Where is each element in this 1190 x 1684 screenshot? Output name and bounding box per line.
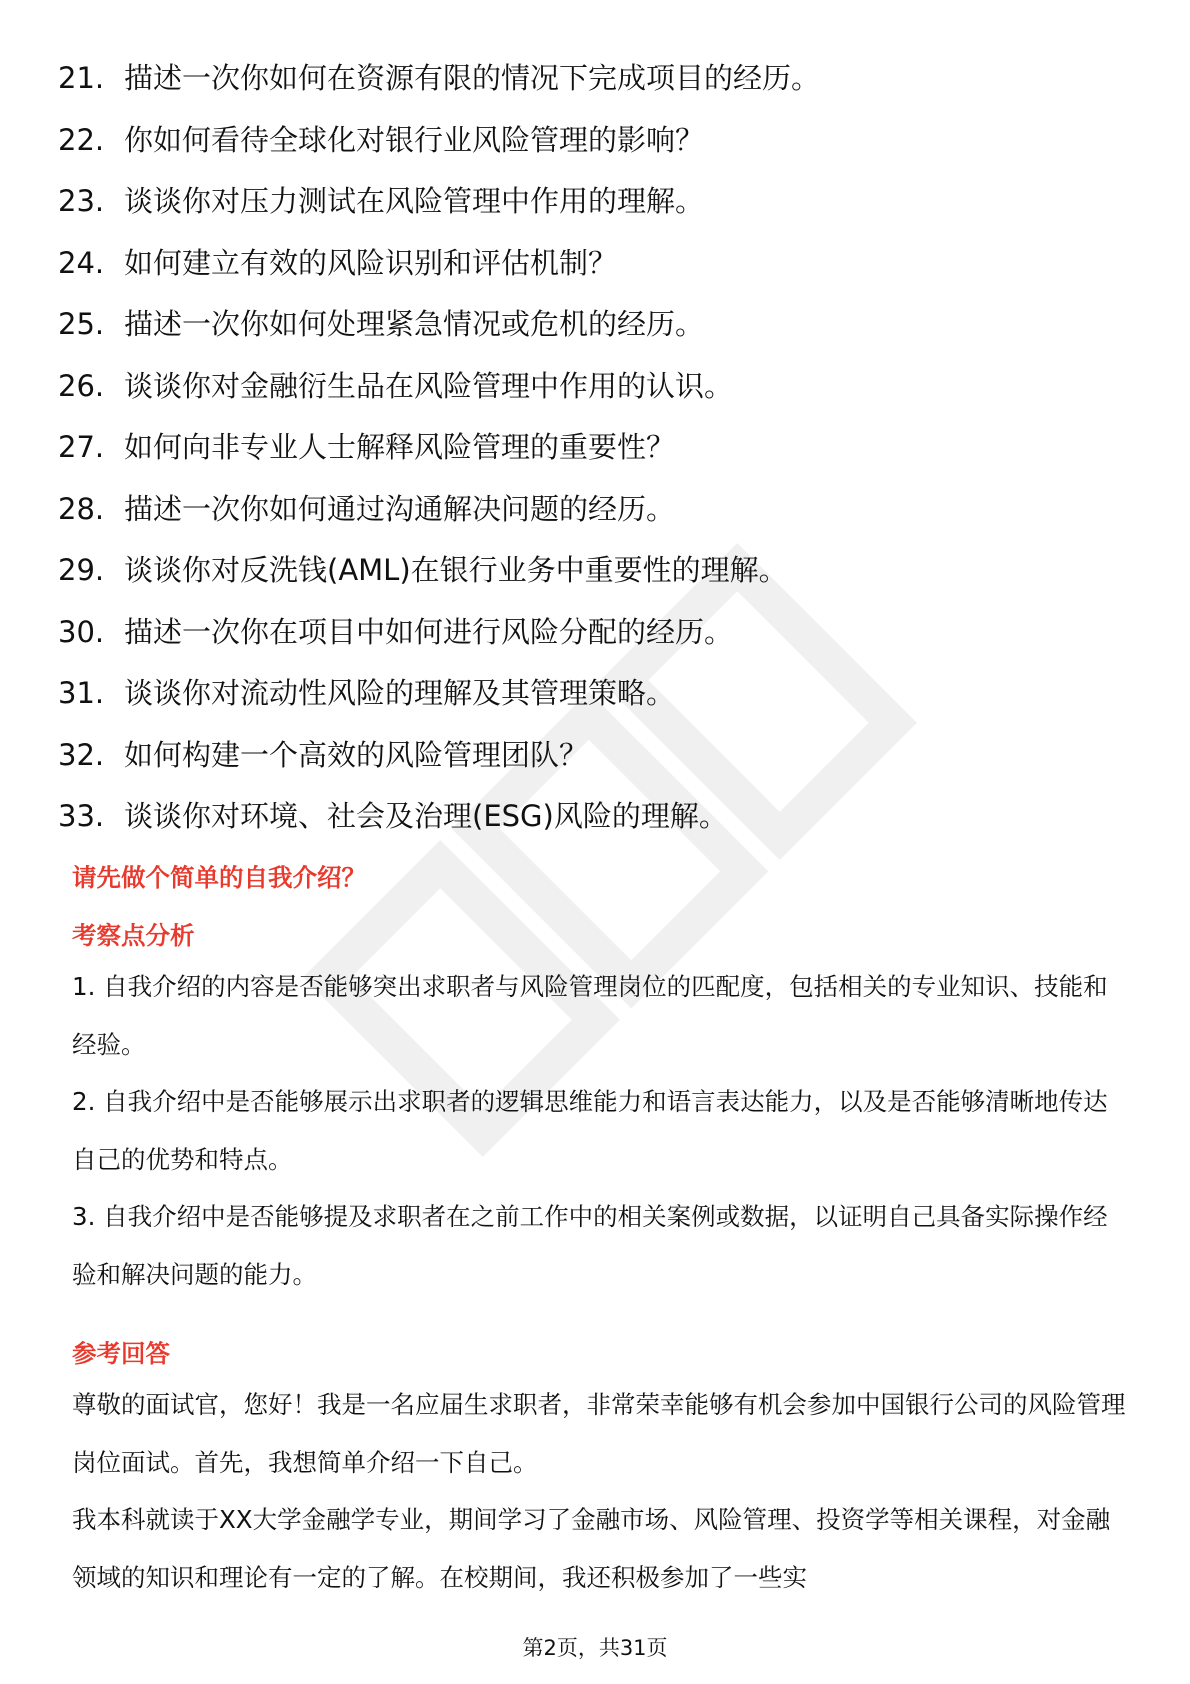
reference-section — [72, 1336, 1132, 1606]
question-text: 描述一次你如何在资源有限的情况下完成项目的经历。 — [124, 61, 821, 95]
question-text: 描述一次你如何通过沟通解决问题的经历。 — [124, 491, 676, 526]
section-title-block — [72, 860, 1132, 896]
question-number: 31. — [58, 676, 105, 710]
question-item — [58, 48, 1128, 110]
question-number: 32. — [58, 737, 105, 772]
analysis-heading: 考察点分析 — [72, 921, 195, 950]
question-item — [58, 294, 1128, 356]
question-text: 谈谈你对压力测试在风险管理中作用的理解。 — [124, 184, 705, 218]
question-number: 25. — [58, 307, 105, 341]
question-text: 描述一次你如何处理紧急情况或危机的经历。 — [124, 307, 705, 341]
question-item — [58, 417, 1128, 479]
question-item — [58, 171, 1128, 233]
question-item — [58, 725, 1128, 787]
question-item — [58, 110, 1128, 172]
question-number: 24. — [58, 245, 105, 280]
question-text: 谈谈你对环境、社会及治理(ESG)风险的理解。 — [124, 799, 728, 833]
analysis-point: 3. 自我介绍中是否能够提及求职者在之前工作中的相关案例或数据，以证明自己具备实际操作经验和解决问题的能力。 — [72, 1202, 1108, 1289]
question-item — [58, 786, 1128, 848]
question-item — [58, 540, 1128, 602]
section-title: 请先做个简单的自我介绍？ — [72, 863, 366, 892]
question-item — [58, 479, 1128, 541]
question-number: 27. — [58, 430, 105, 464]
question-list — [58, 48, 1128, 848]
question-text: 如何建立有效的风险识别和评估机制？ — [124, 245, 618, 280]
question-item — [58, 602, 1128, 664]
reference-paragraph: 尊敬的面试官，您好！我是一名应届生求职者，非常荣幸能够有机会参加中国银行公司的风险管理岗位面试。首先，我想简单介绍一下自己。 — [72, 1390, 1126, 1477]
question-text: 如何构建一个高效的风险管理团队？ — [124, 737, 589, 772]
question-number: 29. — [58, 553, 105, 587]
page-footer: 第2页，共31页 — [522, 1636, 668, 1660]
question-number: 26. — [58, 368, 105, 403]
question-item — [58, 663, 1128, 725]
analysis-point: 2. 自我介绍中是否能够展示出求职者的逻辑思维能力和语言表达能力，以及是否能够清晰地传达自己的优势和特点。 — [72, 1087, 1108, 1174]
question-text: 如何向非专业人士解释风险管理的重要性？ — [124, 430, 676, 464]
question-text: 谈谈你对反洗钱(AML)在银行业务中重要性的理解。 — [124, 553, 788, 587]
question-number: 33. — [58, 799, 105, 833]
question-item — [58, 356, 1128, 418]
question-number: 30. — [58, 614, 105, 649]
analysis-section — [72, 918, 1132, 1303]
question-number: 22. — [58, 122, 105, 157]
question-number: 23. — [58, 184, 105, 218]
question-text: 谈谈你对金融衍生品在风险管理中作用的认识。 — [124, 368, 734, 403]
question-text: 你如何看待全球化对银行业风险管理的影响？ — [124, 122, 705, 157]
reference-paragraph: 我本科就读于XX大学金融学专业，期间学习了金融市场、风险管理、投资学等相关课程，对金融领域的知识和理论有一定的了解。在校期间，我还积极参加了一些实 — [72, 1505, 1111, 1592]
question-item — [58, 233, 1128, 295]
question-text: 描述一次你在项目中如何进行风险分配的经历。 — [124, 614, 734, 649]
question-number: 28. — [58, 491, 105, 526]
question-text: 谈谈你对流动性风险的理解及其管理策略。 — [124, 676, 676, 710]
analysis-point: 1. 自我介绍的内容是否能够突出求职者与风险管理岗位的匹配度，包括相关的专业知识、技能和经验。 — [72, 972, 1108, 1059]
reference-heading: 参考回答 — [72, 1339, 170, 1368]
question-number: 21. — [58, 61, 105, 95]
